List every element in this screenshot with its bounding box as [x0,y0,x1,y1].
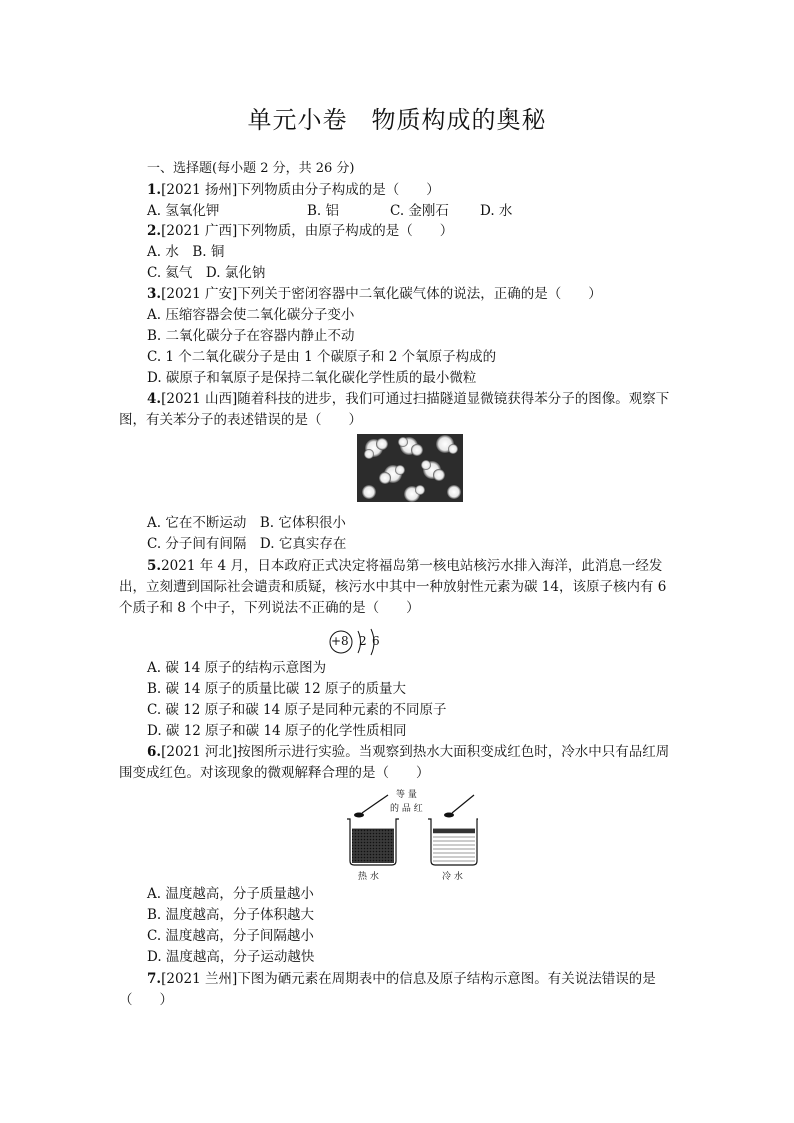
question-4-stem-line-2: 图，有关苯分子的表述错误的是（ ） [119,412,362,428]
question-6-stem-line-1 [147,743,669,761]
question-1-text: [2021 扬州]下列物质由分子构成的是（ ） [161,182,440,198]
question-3-option-c: C. 1 个二氧化碳分子是由 1 个碳原子和 2 个氧原子构成的 [147,349,497,365]
diffusion-experiment-figure [342,787,478,881]
question-4-number: 4. [147,391,162,407]
question-4-text-1: [2021 山西]随着科技的进步，我们可通过扫描隧道显微镜获得苯分子的图像。观察下 [161,391,670,407]
question-2-options-ab: A. 水 B. 铜 [147,244,225,260]
question-5-number: 5. [147,558,162,574]
question-1-options [147,202,513,220]
question-7-text-1: [2021 兰州]下图为硒元素在周期表中的信息及原子结构示意图。有关说法错误的是 [161,971,656,987]
question-6-option-a: A. 温度越高，分子质量越小 [147,886,314,902]
atom-structure-diagram [328,625,388,659]
question-6-option-d: D. 温度越高，分子运动越快 [147,949,315,965]
question-5-option-d: D. 碳 12 原子和碳 14 原子的化学性质相同 [147,723,407,739]
question-5-option-b: B. 碳 14 原子的质量比碳 12 原子的质量大 [147,681,407,697]
question-3-number: 3. [147,286,162,302]
question-5-option-a: A. 碳 14 原子的结构示意图为 [147,660,327,676]
section-heading: 一、选择题(每小题 2 分，共 26 分) [147,161,355,176]
question-4-options-ab: A. 它在不断运动 B. 它体积很小 [147,515,346,531]
question-1-option-c: C. 金刚石 [390,203,449,219]
atom-shell-2-electrons: 6 [372,634,380,648]
question-1-option-d: D. 水 [480,203,513,219]
question-3-option-a: A. 压缩容器会使二氧化碳分子变小 [147,307,355,323]
question-1-option-b: B. 铝 [307,203,340,219]
question-1-stem [147,181,440,199]
question-2-number: 2. [147,223,162,239]
question-3-option-d: D. 碳原子和氧原子是保持二氧化碳化学性质的最小微粒 [147,370,477,386]
question-4-options-cd: C. 分子间有间隔 D. 它真实存在 [147,536,347,552]
question-7-number: 7. [147,971,162,987]
title-part-1: 单元小卷 [247,106,348,134]
question-5-stem-line-1 [147,557,662,575]
label-hot-water: 热 水 [358,872,379,882]
atom-shell-1-electrons: 2 [359,634,367,648]
question-7-stem-line-1 [147,970,656,988]
question-5-option-c: C. 碳 12 原子和碳 14 原子是同种元素的不同原子 [147,702,447,718]
page-title [0,100,794,135]
question-1-option-a: A. 氢氧化钾 [147,203,220,219]
atom-nucleus-charge: +8 [331,634,349,648]
question-5-stem-line-2: 出，立刻遭到国际社会谴责和质疑，核污水中其中一种放射性元素为碳 14，该原子核内有 6 [119,579,667,595]
question-3-text: [2021 广安]下列关于密闭容器中二氧化碳气体的说法，正确的是（ ） [161,286,602,302]
question-3-option-b: B. 二氧化碳分子在容器内静止不动 [147,328,355,344]
question-6-option-c: C. 温度越高，分子间隔越小 [147,928,314,944]
question-2-stem [147,222,453,240]
question-2-text: [2021 广西]下列物质，由原子构成的是（ ） [161,223,454,239]
question-5-text-1: 2021 年 4 月，日本政府正式决定将福岛第一核电站核污水排入海洋，此消息一经发 [161,558,663,574]
question-2-options-cd: C. 氦气 D. 氯化钠 [147,265,266,281]
label-of-pinkred: 的 品 红 [390,804,423,814]
question-1-number: 1. [147,182,162,198]
question-5-stem-line-3: 个质子和 8 个中子，下列说法不正确的是（ ） [119,600,420,616]
label-equal-amount: 等 量 [396,790,417,800]
benzene-stm-image [357,434,463,502]
question-6-stem-line-2: 围变成红色。对该现象的微观解释合理的是（ ） [119,765,430,781]
question-3-stem [147,285,602,303]
question-6-number: 6. [147,744,162,760]
question-4-stem-line-1 [147,390,669,408]
question-6-text-1: [2021 河北]按图所示进行实验。当观察到热水大面积变成红色时，冷水中只有品红周 [161,744,670,760]
question-6-option-b: B. 温度越高，分子体积越大 [147,907,315,923]
title-part-2: 物质构成的奥秘 [371,106,547,134]
label-cold-water: 冷 水 [442,872,463,882]
question-7-stem-line-2: （ ） [119,992,173,1008]
